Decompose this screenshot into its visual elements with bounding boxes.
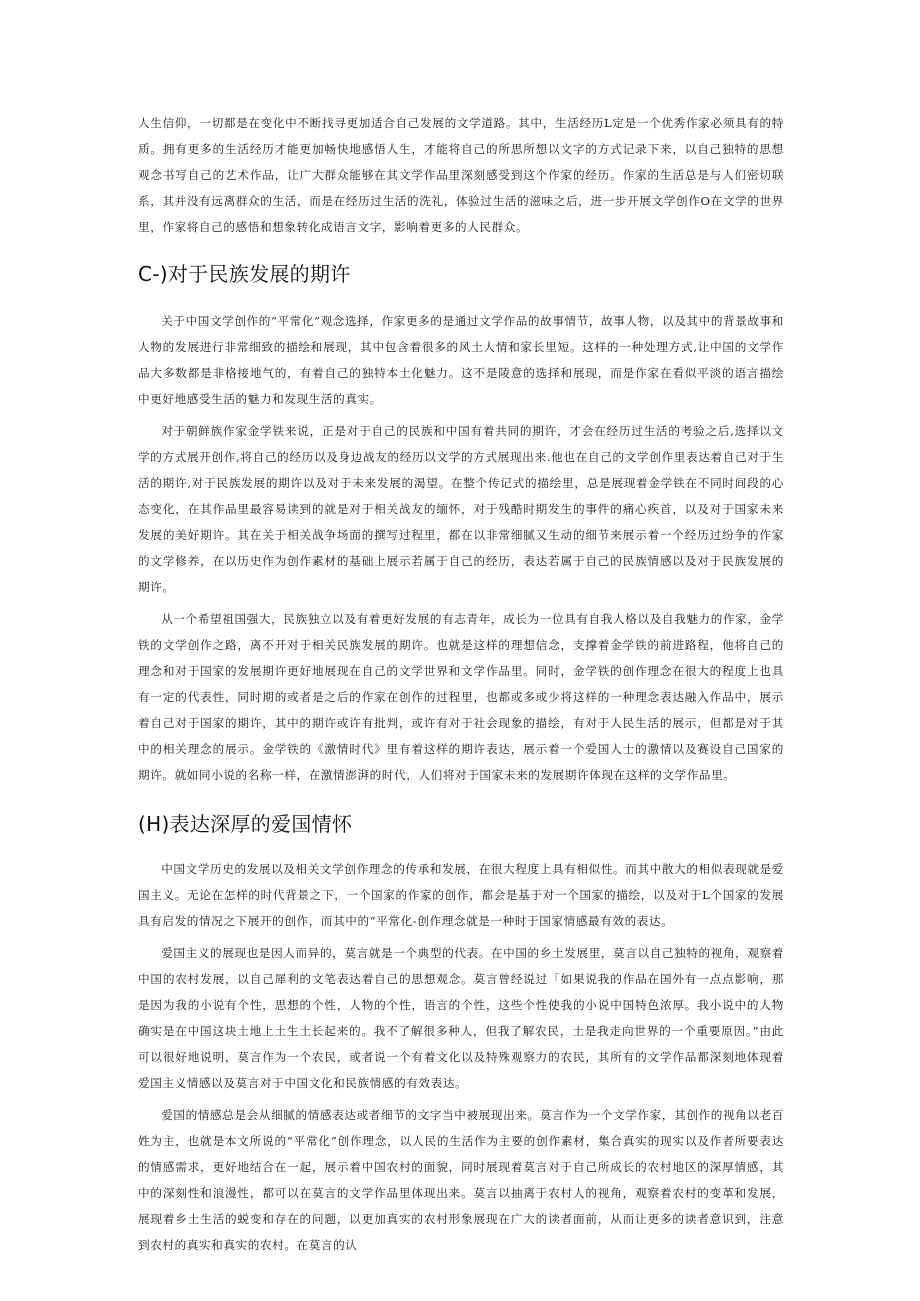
paragraph-continued: 人生信仰，一切都是在变化中不断找寻更加适合自己发展的文学道路。其中，生活经历L定是一个优秀作家必须具有的特质。拥有更多的生活经历才能更加畅快地感悟人生，才能将自己的所思所想以文字的方式记录下来，以自己独特的思想观念书写自己的艺术作品，让广大群众能够在其文学作品里深刻感受到这个作家的经历。作家的生活总是与人们密切联系，其并没有远离群众的生活，而是在经历过生活的洗礼，体验过生活的滋味之后，进一步开展文学创作O在文学的世界里，作家将自己的感悟和想象转化成语言文字，影响着更多的人民群众。 [138,116,784,234]
paragraph: 中国文学历史的发展以及相关文学创作理念的传承和发展，在很大程度上具有相似性。而其中散大的相似表现就是爱国主义。无论在怎样的时代背景之下，一个国家的作家的创作，都会是基于对一个国家的描绘，以及对于L个国家的发展具有启发的情况之下展开的创作，而其中的“平常化-创作理念就是一种时于国家情感最有效的表达。 [138,862,784,928]
paragraph: 对于朝鲜族作家金学铁来说，正是对于自己的民族和中国有着共同的期许，才会在经历过生活的考验之后,选择以文学的方式展开创作,将自己的经历以及身边战友的经历以文学的方式展现出来.他也在自己的文学创作里表达着自己对于生活的期许,对于民族发展的期许以及对于未来发展的渴望。在整个传记式的描绘里，总是展现着金学铁在不同时间段的心态变化，在其作品里最容易读到的就是对于相关战友的缅怀，对于残酷时期发生的事件的痛心疾首，以及对于国家未来发展的美好期许。其在关于相关战争场面的撰写过程里，都在以非常细腻又生动的细节来展示着一个经历过纷争的作家的文学修养，在以历史作为创作素材的基础上展示若属于自己的经历，表达若属于自己的民族情感以及对于民族发展的期许。 [138,424,784,594]
paragraph: 爱国主义的展现也是因人而异的，莫言就是一个典型的代表。在中国的乡土发展里，莫言以自己独特的视角，观察着中国的农村发展，以自己犀利的文笔表达着自己的思想观念。莫言曾经说过「如果说我的作品在国外有一点点影响，那是因为我的小说有个性，思想的个性，人物的个性，语言的个性，这些个性使我的小说中国特色浓厚。我小说中的人物确实是在中国这块土地上土生土长起来的。我不了解很多种人，但我了解农民，土是我走向世界的一个重要原因。”由此可以很好地说明，莫言作为一个农民，或者说一个有着文化以及特殊观察力的农民，其所有的文学作品都深刻地体现着爱国主义情感以及莫言对于中国文化和民族情感的有效表达。 [138,946,784,1090]
section-heading-text: (H)表达深厚的爱国情怀 [138,812,353,836]
paragraph: 关于中国文学创作的“平常化”观念选择，作家更多的是通过文学作品的故事情节，故事人物，以及其中的背景故事和人物的发展进行非常细致的描绘和展现，其中包含着很多的风土人情和家长里短。这样的一种处理方式,让中国的文学作品大多数都是非格接地气的，有着自己的独特本土化魅力。这不是陵意的选择和展现，而是作家在看似平淡的语言描绘中更好地感受生活的魅力和发现生活的真实。 [138,314,784,406]
document-page [138,110,784,1258]
paragraph: 从一个希望祖国强大，民族独立以及有着更好发展的有志青年，成长为一位具有自我人格以及自我魅力的作家，金学铁的文学创作之路，离不开对于相关民族发展的期许。也就是这样的理想信念，支撑着金学铁的前进路程，他将自己的理念和对于国家的发展期许更好地展现在自己的文学世界和文学作品里。同时，金学铁的创作理念在很大的程度上也具有一定的代表性，同时期的或者是之后的作家在创作的过程里，也都或多或少将这样的一种理念表达融入作品中，展示着自己对于国家的期许，其中的期许或许有批判，或许有对于社会现象的描绘，有对于人民生活的展示，但都是对于其中的相关理念的展示。金学铁的《激情时代》里有着这样的期许表达，展示着一个爱国人士的激情以及赛设自己国家的期许。就如同小说的名称一样，在激情澎湃的时代，人们将对于国家未来的发展期许体现在这样的文学作品里。 [138,612,784,782]
section-heading-patriotism [138,810,784,838]
section-heading-national-development [138,260,784,288]
paragraph: 爱国的情感总是会从细腻的情感表达或者细节的文字当中被展现出来。莫言作为一个文学作家，其创作的视角以老百姓为主，也就是本文所说的“平常化”创作理念，以人民的生活作为主要的创作素材，集合真实的现实以及作者所要表达的情感需求，更好地结合在一起，展示着中国农村的面貌，同时展现着莫言对于自己所成长的农村地区的深厚情感，其中的深刻性和浪漫性，都可以在莫言的文学作品里体现出来。莫言以抽离于农村人的视角，观察着农村的变革和发展，展现着乡土生活的蜕变和存在的问题，以更加真实的农村形象展现在广大的读者面前，从而让更多的读者意识到，注意到农村的真实和真实的农村。在莫言的认 [138,1108,784,1252]
section-heading-text: C-)对于民族发展的期许 [138,262,351,286]
